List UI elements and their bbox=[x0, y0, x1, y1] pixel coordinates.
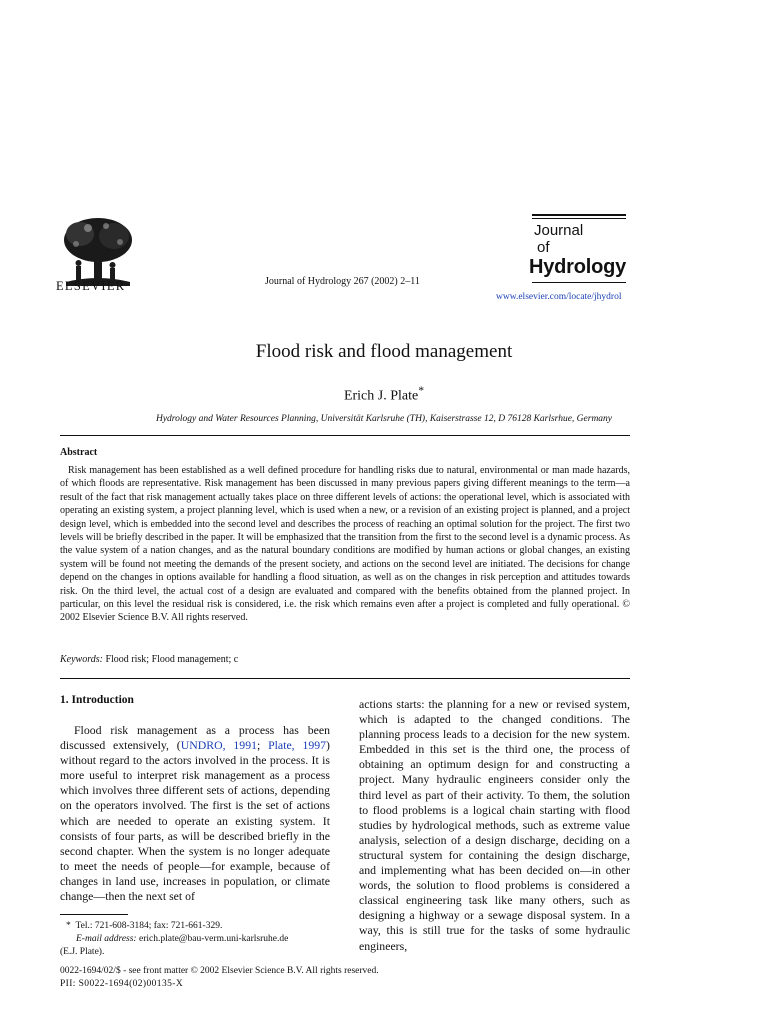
article-title: Flood risk and flood management bbox=[255, 341, 513, 362]
issn-line: 0022-1694/02/$ - see front matter © 2002 Elsevier Science B.V. All rights reserved. bbox=[60, 966, 379, 976]
author-line bbox=[0, 384, 768, 405]
email-address[interactable]: erich.plate@bau-verm.uni-karlsruhe.de bbox=[138, 934, 289, 944]
keywords-label: Keywords: bbox=[60, 654, 103, 665]
body-text: Flood risk management as a process has been discussed extensively, ( bbox=[60, 723, 330, 753]
email-label: E-mail address: bbox=[76, 934, 137, 944]
journal-logo-of: of bbox=[537, 239, 550, 256]
keywords bbox=[60, 654, 238, 665]
footnote-contact bbox=[66, 921, 222, 931]
author-name: Erich J. Plate bbox=[343, 388, 419, 404]
footnote-mark: * bbox=[66, 921, 71, 931]
citation-close: ) bbox=[326, 738, 330, 753]
journal-website-link[interactable]: www.elsevier.com/locate/jhydrol bbox=[496, 292, 622, 302]
citation-separator: ; bbox=[257, 738, 269, 753]
keywords-list: Flood risk; Flood management; c bbox=[105, 654, 239, 665]
journal-logo-journal: Journal bbox=[534, 222, 584, 239]
abstract-text: Risk management has been established as a well defined procedure for handling risks due to natural, environmental or man made hazards, of which floods are representative. Risk management has been discussed in many previous papers giving different meanings to the term—a result of the fact that risk management actually takes place on three different levels of actions: the operational level, which is associated with operating an existing system, a project planning level, which is used when a new, or a revision of an existing project is planned, and a project design level, which is embedded into the second level and describes the process of reaching an optimal solution for the project. The first two levels will be briefly described in the paper. It will be emphasized that the transition from the first to the second level is a dynamic process. As the value system of a nation changes, and as the natural boundary conditions are modified by human actions or global changes, an existing system will be found not meeting the demands of the present society, and actions on the second level are initiated. The decisions for change depend on the changes in options available for handling a flood situation, as well as on the changes in risk perception and attitudes towards risk. On the third level, the actual cost of a design are evaluated and compared with the benefits obtained from the planned project. In particular, on this level the residual risk is considered, i.e. the risk which remains even after a project is completed and fully operational. © 2002 Elsevier Science B.V. All rights reserved. bbox=[60, 465, 630, 624]
journal-logo-rule bbox=[532, 214, 626, 216]
abstract-bottom-rule bbox=[60, 678, 630, 679]
abstract-top-rule bbox=[60, 435, 630, 436]
pii-line: PII: S0022-1694(02)00135-X bbox=[60, 979, 184, 989]
footnote-email-line bbox=[76, 934, 288, 944]
footnote-name: (E.J. Plate). bbox=[60, 947, 105, 957]
section-heading: 1. Introduction bbox=[60, 694, 134, 706]
body-column-right: actions starts: the planning for a new or revised system, which is adapted to the changed conditions. The planning process leads to a decision for the new system. Embedded in this set is the third one, the process of obtaining an optimum design for and constructing a project. Many hydraulic engineers consider only the third level as part of their activity. To them, the solution to flood problems is a logical chain starting with flood studies by hydrological methods, such as extreme value analysis, selection of a design discharge, deciding on a structural system for containing the design discharge, and implementing what has been decided on—in other words, the solution to flood problems is considered a classical engineering task like many others, such as designing a highway or a sewage disposal system. In a way, this is still true for the tasks of some hydraulic engineers, bbox=[359, 697, 630, 953]
body-text: without regard to the actors involved in the process. It is more useful to interpret risk management as a process which involves three different sets of actions, depending on the operators involved. The first is the set of actions which are needed to operate an existing system. It consists of four parts, as will be described briefly in the second chapter. When the system is no longer adequate to meet the needs of people—for example, because of changes in land use, increases in population, or climate change—then the next set of bbox=[60, 753, 330, 904]
journal-citation: Journal of Hydrology 267 (2002) 2–11 bbox=[265, 276, 420, 287]
publisher-name: ELSEVIER bbox=[56, 279, 126, 293]
author-affiliation: Hydrology and Water Resources Planning, Universität Karlsruhe (TH), Kaiserstrasse 12, D 76128 Karlsrhue, Germany bbox=[155, 414, 613, 424]
footnote-rule bbox=[60, 914, 128, 915]
author-footnote-mark[interactable]: * bbox=[418, 384, 425, 397]
journal-logo-rule bbox=[532, 282, 626, 283]
journal-logo-hydrology: Hydrology bbox=[529, 256, 627, 278]
citation-link[interactable]: UNDRO, 1991 bbox=[180, 738, 257, 753]
journal-logo-rule bbox=[532, 218, 626, 219]
citation-link[interactable]: Plate, 1997 bbox=[268, 738, 327, 753]
footnote-tel: Tel.: 721-608-3184; fax: 721-661-329. bbox=[75, 921, 223, 931]
abstract-heading: Abstract bbox=[60, 447, 98, 458]
body-column-left bbox=[60, 723, 330, 904]
